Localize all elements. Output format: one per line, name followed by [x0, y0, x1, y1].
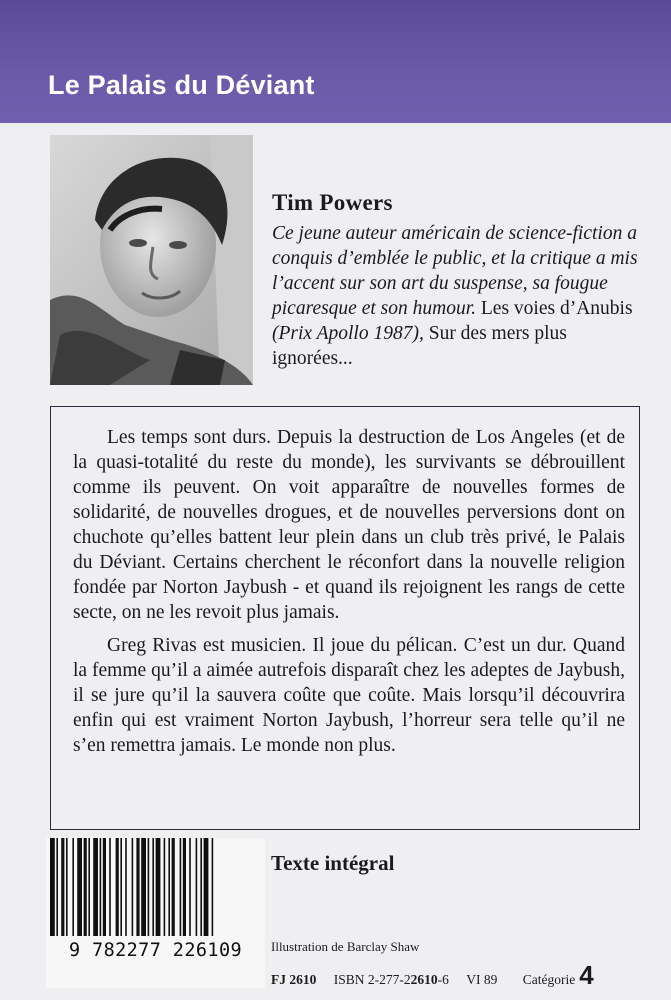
barcode-bar — [183, 838, 186, 936]
barcode-bar — [196, 838, 198, 936]
category-label: Catégorie — [522, 972, 576, 987]
barcode-bar — [77, 838, 82, 936]
author-bio-roman-1: Les voies d’Anubis — [476, 298, 633, 319]
barcode-bar — [200, 838, 202, 936]
synopsis-paragraph-2: Greg Rivas est musicien. Il joue du pélican. C’est un dur. Quand la femme qu’il a aimée autrefois disparaît chez les adeptes de Jaybush, il se jure qu’il la sauvera coûte que coûte. Mais lorsqu’il découvrira enfin qui est vraiment Norton Jaybush, l’horreur sera telle qu’il ne s’en remettra jamais. Le monde non plus. — [73, 635, 625, 756]
barcode-bar — [136, 838, 139, 936]
barcode-bar — [66, 838, 68, 936]
barcode-bar — [172, 838, 175, 936]
barcode-bar — [50, 838, 55, 936]
barcode-bar — [61, 838, 64, 936]
barcode-bar — [72, 838, 74, 936]
barcode-bar — [93, 838, 98, 936]
barcode-bar — [100, 838, 102, 936]
isbn-prefix: ISBN 2-277-2 — [333, 972, 411, 987]
author-bio-italic-1: Ce jeune auteur américain de science-fiction a conquis d’emblée le public, et la critique a mis l’accent sur son art du suspense, sa fougue picaresque et son humour. — [272, 223, 638, 319]
barcode-bar — [189, 838, 191, 936]
barcode-bar — [116, 838, 119, 936]
barcode-bar — [168, 838, 170, 936]
barcode-bar — [212, 838, 214, 936]
isbn-bold: 2610 — [410, 972, 438, 987]
barcode-bar — [148, 838, 150, 936]
author-bio-italic-2: (Prix Apollo 1987), — [272, 323, 424, 344]
barcode-bar — [84, 838, 87, 936]
synopsis-paragraph-1: Les temps sont durs. Depuis la destruction de Los Angeles (et de la quasi-totalité du reste du monde), les survivants se débrouillent comme ils peuvent. On voit apparaître de nouvelles formes de solidarité, de nouvelles drogues, et de nouvelles perversions dont on chuchote qu’elles battent leur plein dans un club très privé, le Palais du Déviant. Certains cherchent le réconfort dans la nouvelle religion fondée par Norton Jaybush - et quand ils rejoignent les rangs de cette secte, on ne les revoit plus jamais. — [73, 427, 625, 623]
barcode-bar — [164, 838, 166, 936]
edition-label: Texte intégral — [271, 851, 395, 875]
isbn — [334, 972, 449, 988]
barcode-bar — [156, 838, 161, 936]
barcode-bar — [56, 838, 58, 936]
barcode-bar — [141, 838, 146, 936]
illustration-credit: Illustration de Barclay Shaw — [271, 939, 420, 954]
title-banner — [0, 0, 671, 123]
synopsis-box — [50, 406, 640, 830]
barcode-bar — [125, 838, 127, 936]
author-bio-roman-2: Sur des mers plus ignorées... — [272, 323, 567, 369]
barcode-bar — [88, 838, 90, 936]
barcode-bar — [180, 838, 182, 936]
author-name: Tim Powers — [272, 190, 393, 215]
catalog-code: FJ 2610 — [271, 972, 317, 987]
barcode-digits: 9 782277 226109 — [68, 940, 243, 961]
barcode — [46, 838, 265, 988]
print-date: VI 89 — [466, 972, 498, 987]
barcode-bar — [132, 838, 134, 936]
footer-line — [271, 960, 651, 990]
barcode-bar — [152, 838, 154, 936]
category-number: 4 — [579, 960, 594, 990]
barcode-bar — [204, 838, 209, 936]
barcode-bar — [103, 838, 106, 936]
author-photo — [50, 135, 253, 385]
barcode-bar — [120, 838, 122, 936]
barcode-bar — [109, 838, 111, 936]
author-bio — [272, 221, 642, 371]
author-portrait-image — [50, 135, 253, 385]
book-title: Le Palais du Déviant — [48, 70, 315, 100]
isbn-suffix: -6 — [437, 972, 449, 987]
